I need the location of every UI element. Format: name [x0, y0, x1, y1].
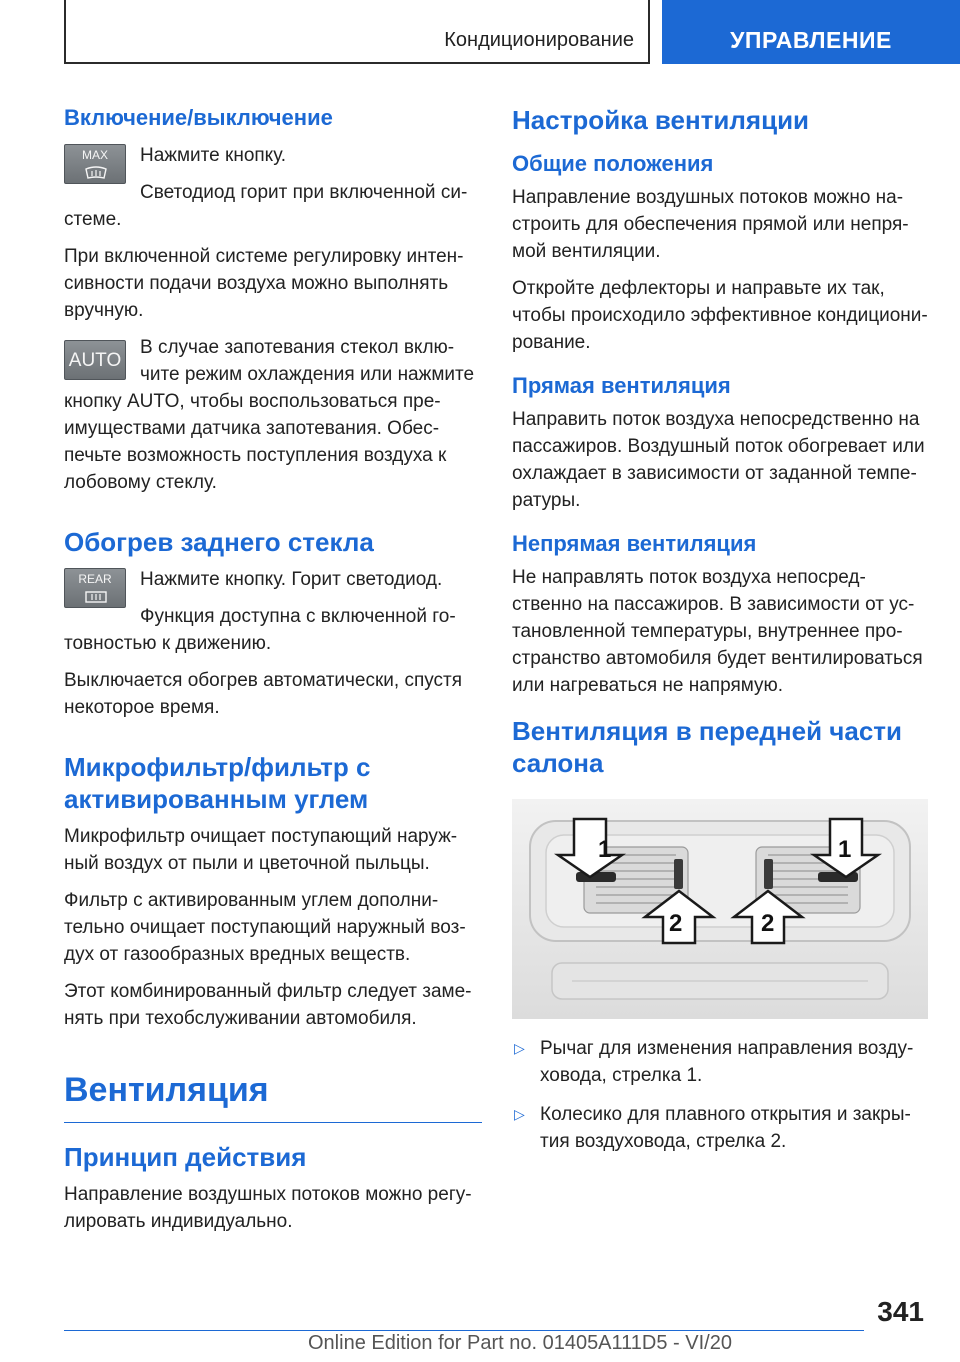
rear-icon-label: REAR — [78, 572, 112, 586]
bullet-text-1: Рычаг для изменения направления возду-ховода, стрелка 1. — [540, 1038, 914, 1086]
header-section-box — [64, 0, 650, 64]
callout-2-right-label: 2 — [761, 910, 775, 937]
callout-1-left-label: 1 — [598, 836, 612, 863]
ventilation-chapter-heading: Вентиляция — [64, 1070, 482, 1123]
onoff-text-1: Нажмите кнопку. — [140, 145, 287, 166]
rear-window-defrost-glyph — [85, 590, 107, 604]
setup-heading: Настройка вентиляции — [512, 105, 810, 135]
max-icon-label: MAX — [81, 148, 108, 162]
header-chapter-box — [662, 0, 960, 64]
list-item — [512, 1035, 928, 1089]
chapter-title: УПРАВЛЕНИЕ — [730, 27, 892, 53]
dashboard-vents-illustration — [512, 799, 928, 1019]
filter-text-1: Микрофильтр очищает поступающий наруж-ный воздух от пыли и цветочной пыльцы. — [64, 826, 458, 874]
principle-heading: Принцип действия — [64, 1142, 307, 1172]
bullet-triangle-icon: ▷ — [514, 1106, 525, 1122]
filter-heading: Микрофильтр/фильтр с активированным углем — [64, 752, 371, 814]
general-text-1: Направление воздушных потоков можно на-строить для обеспечения прямой или непря-мой вентиляции. — [512, 187, 909, 262]
indirect-heading: Непрямая вентиляция — [512, 531, 757, 556]
direct-heading: Прямая вентиляция — [512, 373, 731, 398]
filter-text-2: Фильтр с активированным углем дополни-тельно очищает поступающий наружный воз-дух от газообразных вредных веществ. — [64, 890, 466, 965]
rear-text-3: Выключается обогрев автоматически, спустя некоторое время. — [64, 670, 463, 718]
general-text-2: Откройте дефлекторы и направьте их так, чтобы происходило эффективное кондициони-рование. — [512, 278, 928, 353]
bullet-triangle-icon: ▷ — [514, 1040, 525, 1056]
vent-controls-list — [512, 1035, 928, 1155]
front-ventilation-heading: Вентиляция в передней части салона — [512, 716, 903, 778]
page-number: 341 — [877, 1296, 924, 1327]
right-thumbwheel — [764, 859, 773, 889]
front-vent-figure — [512, 799, 928, 1019]
windshield-defrost-glyph — [85, 166, 107, 180]
rear-defrost-icon — [64, 568, 126, 608]
right-column — [512, 104, 928, 1167]
footer-edition: Online Edition for Part no. 01405A111D5 - VI/20 — [308, 1332, 732, 1354]
general-heading: Общие положения — [512, 151, 714, 176]
left-column — [64, 104, 482, 1245]
rear-text-1: Нажмите кнопку. Горит светодиод. — [140, 569, 443, 590]
onoff-text-4: В случае запотевания стекол вклю-чите режим охлаждения или нажмите кнопку AUTO, чтобы воспользоваться пре-имуществами датчика запотевания. Обес-печьте возможность поступления воздуха к лобовому стеклу. — [64, 337, 475, 493]
rear-defrost-heading: Обогрев заднего стекла — [64, 527, 374, 557]
max-defrost-icon — [64, 144, 126, 184]
callout-1-right-label: 1 — [838, 836, 852, 863]
section-title: Кондиционирование — [444, 29, 634, 51]
auto-button-icon — [64, 340, 126, 380]
filter-text-3: Этот комбинированный фильтр следует заме-нять при техобслуживании автомобиля. — [64, 981, 472, 1029]
auto-icon-label: AUTO — [68, 350, 122, 371]
principle-text-1: Направление воздушных потоков можно регу-лировать индивидуально. — [64, 1184, 472, 1232]
bullet-text-2: Колесико для плавного открытия и закры-тия воздуховода, стрелка 2. — [540, 1104, 911, 1152]
list-item — [512, 1101, 928, 1155]
onoff-text-2: Светодиод горит при включенной си-стеме. — [64, 182, 468, 230]
callout-2-left-label: 2 — [669, 910, 683, 937]
onoff-text-3: При включенной системе регулировку интен-сивности подачи воздуха можно выполнять вручную. — [64, 246, 464, 321]
left-thumbwheel — [674, 859, 683, 889]
footer-divider — [64, 1330, 864, 1331]
onoff-heading: Включение/выключение — [64, 105, 333, 130]
rear-text-2: Функция доступна с включенной го-товностью к движению. — [64, 606, 456, 654]
indirect-text-1: Не направлять поток воздуха непосред-ственно на пассажиров. В зависимости от ус-тановленной температуры, внутреннее про-странство автомобиля будет вентилироваться или нагреваться не напрямую. — [512, 567, 923, 696]
direct-text-1: Направить поток воздуха непосредственно на пассажиров. Воздушный поток обогревает или охлаждает в зависимости от заданной темпе-ратуры. — [512, 409, 925, 511]
